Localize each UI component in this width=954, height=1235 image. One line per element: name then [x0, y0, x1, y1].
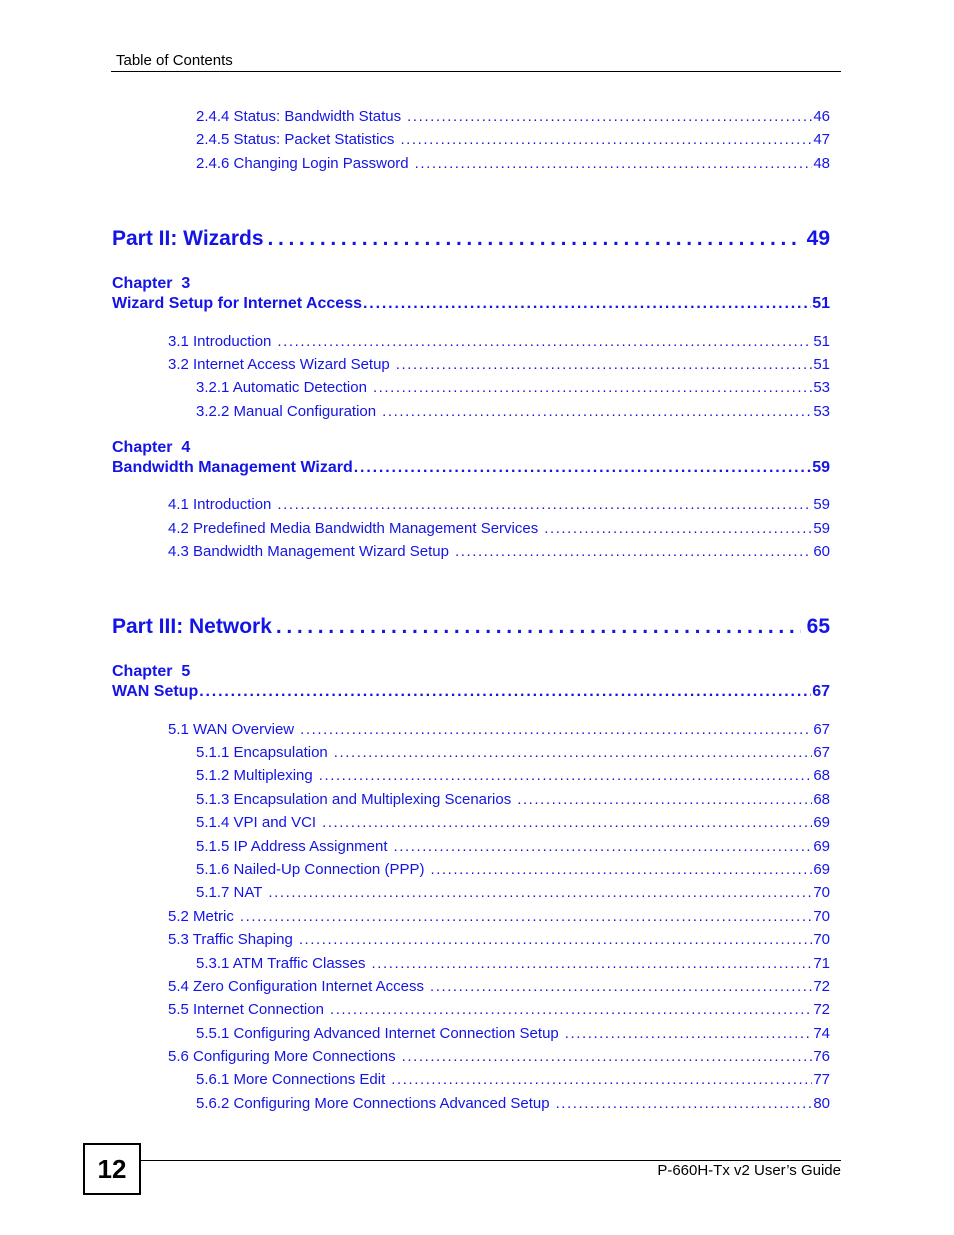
footer-rule [139, 1160, 841, 1161]
toc-page-number: 68 [813, 791, 830, 808]
toc-page-number: 51 [812, 295, 830, 312]
toc-entry-sub[interactable] [196, 1070, 830, 1089]
dot-leader [544, 519, 812, 538]
toc-page-number: 47 [813, 131, 830, 148]
toc-page-number: 67 [813, 721, 830, 738]
dot-leader [556, 1094, 813, 1113]
toc-entry-title: 5.6.1 More Connections Edit [196, 1071, 386, 1088]
toc-entry-sub[interactable] [196, 402, 830, 421]
toc-page-number: 72 [813, 978, 830, 995]
toc-page-number: 51 [813, 333, 830, 350]
toc-page-number: 69 [813, 838, 830, 855]
dot-leader [319, 766, 813, 785]
toc-entry-title: Part III: Network [112, 615, 272, 638]
toc-page-number: 49 [806, 227, 830, 250]
toc-entry-sub[interactable] [196, 154, 830, 173]
toc-entry-title: WAN Setup [112, 683, 199, 700]
toc-entry-sub[interactable] [196, 954, 830, 973]
toc-entry-title: Part II: Wizards [112, 227, 264, 250]
toc-page-number: 72 [813, 1001, 830, 1018]
guide-title: P-660H-Tx v2 User’s Guide [657, 1162, 841, 1179]
dot-leader [565, 1024, 813, 1043]
dot-leader [322, 813, 812, 832]
toc-entry-title: 5.1.2 Multiplexing [196, 767, 313, 784]
chapter-number-label[interactable]: Chapter 4 [112, 439, 191, 456]
toc-entry-sec[interactable] [168, 977, 830, 996]
toc-entry-part[interactable] [112, 226, 830, 252]
dot-leader [430, 977, 812, 996]
toc-entry-sub[interactable] [196, 107, 830, 126]
toc-entry-title: 5.1.3 Encapsulation and Multiplexing Scenarios [196, 791, 512, 808]
toc-entry-sec[interactable] [168, 355, 830, 374]
toc-entry-sub[interactable] [196, 378, 830, 397]
page-number: 12 [83, 1143, 141, 1195]
toc-entry-title: 5.2 Metric [168, 908, 234, 925]
toc-entry-sub[interactable] [196, 1094, 830, 1113]
toc-page-number: 67 [812, 683, 830, 700]
toc-entry-title: 5.6.2 Configuring More Connections Advanced Setup [196, 1095, 550, 1112]
toc-entry-sub[interactable] [196, 790, 830, 809]
dot-leader [455, 542, 812, 561]
toc-entry-title: 2.4.4 Status: Bandwidth Status [196, 108, 402, 125]
toc-page-number: 51 [813, 356, 830, 373]
toc-page-number: 59 [812, 459, 830, 476]
dot-leader [394, 837, 813, 856]
toc-entry-sub[interactable] [196, 766, 830, 785]
toc-entry-title: Bandwidth Management Wizard [112, 459, 353, 476]
toc-entry-sec[interactable] [168, 542, 830, 561]
toc-entry-title: 5.3.1 ATM Traffic Classes [196, 955, 366, 972]
toc-page-number: 70 [813, 884, 830, 901]
toc-entry-chapter[interactable] [112, 294, 830, 314]
toc-entry-sec[interactable] [168, 930, 830, 949]
header-rule [111, 71, 841, 72]
toc-entry-title: 5.5.1 Configuring Advanced Internet Connection Setup [196, 1025, 559, 1042]
toc-entry-part[interactable] [112, 614, 830, 640]
dot-leader [402, 1047, 813, 1066]
dot-leader [400, 130, 812, 149]
dot-leader [300, 720, 812, 739]
dot-leader [517, 790, 812, 809]
dot-leader [268, 883, 812, 902]
toc-entry-title: 4.2 Predefined Media Bandwidth Management Services [168, 520, 539, 537]
toc-entry-sub[interactable] [196, 883, 830, 902]
dot-leader [372, 954, 813, 973]
toc-page-number: 69 [813, 861, 830, 878]
toc-page-number: 71 [813, 955, 830, 972]
toc-entry-title: 5.3 Traffic Shaping [168, 931, 293, 948]
toc-entry-sub[interactable] [196, 1024, 830, 1043]
chapter-number-label[interactable]: Chapter 3 [112, 275, 191, 292]
toc-entry-title: 3.2.1 Automatic Detection [196, 379, 367, 396]
toc-entry-title: 4.1 Introduction [168, 496, 272, 513]
toc-entry-chapter[interactable] [112, 458, 830, 478]
toc-entry-sub[interactable] [196, 130, 830, 149]
toc-page-number: 59 [813, 496, 830, 513]
toc-entry-title: 5.1.6 Nailed-Up Connection (PPP) [196, 861, 425, 878]
toc-entry-sub[interactable] [196, 743, 830, 762]
dot-leader [240, 907, 812, 926]
dot-leader [407, 107, 812, 126]
toc-page-number: 65 [806, 615, 830, 638]
dot-leader [299, 930, 813, 949]
toc-entry-title: 4.3 Bandwidth Management Wizard Setup [168, 543, 449, 560]
toc-page-number: 53 [813, 403, 830, 420]
dot-leader [277, 495, 812, 514]
toc-entry-sec[interactable] [168, 1047, 830, 1066]
chapter-number-label[interactable]: Chapter 5 [112, 663, 191, 680]
dot-leader [373, 378, 812, 397]
toc-entry-sub[interactable] [196, 860, 830, 879]
toc-page-number: 59 [813, 520, 830, 537]
toc-entry-sec[interactable] [168, 519, 830, 538]
toc-page-number: 53 [813, 379, 830, 396]
toc-entry-title: 2.4.6 Changing Login Password [196, 155, 409, 172]
toc-entry-title: 5.1.5 IP Address Assignment [196, 838, 388, 855]
toc-entry-chapter[interactable] [112, 682, 830, 702]
toc-entry-sub[interactable] [196, 837, 830, 856]
toc-entry-title: 5.6 Configuring More Connections [168, 1048, 396, 1065]
dot-leader [363, 294, 811, 314]
toc-page-number: 70 [813, 931, 830, 948]
toc-page-number: 77 [813, 1071, 830, 1088]
dot-leader [391, 1070, 812, 1089]
toc-entry-sec[interactable] [168, 1000, 830, 1019]
dot-leader [276, 614, 801, 640]
toc-page-number: 68 [813, 767, 830, 784]
toc-entry-title: 2.4.5 Status: Packet Statistics [196, 131, 395, 148]
toc-page-number: 76 [813, 1048, 830, 1065]
toc-entry-sec[interactable] [168, 907, 830, 926]
dot-leader [277, 332, 812, 351]
dot-leader [396, 355, 813, 374]
toc-entry-title: 5.1.1 Encapsulation [196, 744, 328, 761]
dot-leader [199, 682, 811, 702]
toc-page-number: 48 [813, 155, 830, 172]
dot-leader [415, 154, 813, 173]
dot-leader [330, 1000, 812, 1019]
toc-entry-title: 5.5 Internet Connection [168, 1001, 324, 1018]
toc-entry-sub[interactable] [196, 813, 830, 832]
dot-leader [430, 860, 812, 879]
toc-page-number: 46 [813, 108, 830, 125]
toc-entry-title: 3.2 Internet Access Wizard Setup [168, 356, 390, 373]
toc-entry-title: 3.2.2 Manual Configuration [196, 403, 377, 420]
toc-entry-title: Wizard Setup for Internet Access [112, 295, 362, 312]
running-header: Table of Contents [116, 52, 233, 69]
toc-entry-sec[interactable] [168, 332, 830, 351]
toc-entry-title: 3.1 Introduction [168, 333, 272, 350]
dot-leader [382, 402, 812, 421]
toc-page-number: 80 [813, 1095, 830, 1112]
toc-entry-title: 5.4 Zero Configuration Internet Access [168, 978, 424, 995]
dot-leader [354, 458, 811, 478]
toc-entry-sec[interactable] [168, 495, 830, 514]
toc-page-number: 70 [813, 908, 830, 925]
toc-page-number: 69 [813, 814, 830, 831]
toc-entry-title: 5.1 WAN Overview [168, 721, 295, 738]
toc-entry-title: 5.1.7 NAT [196, 884, 263, 901]
toc-entry-sec[interactable] [168, 720, 830, 739]
toc-page-number: 74 [813, 1025, 830, 1042]
dot-leader [334, 743, 813, 762]
toc-page-number: 60 [813, 543, 830, 560]
dot-leader [268, 226, 801, 252]
toc-entry-title: 5.1.4 VPI and VCI [196, 814, 317, 831]
toc-page-number: 67 [813, 744, 830, 761]
